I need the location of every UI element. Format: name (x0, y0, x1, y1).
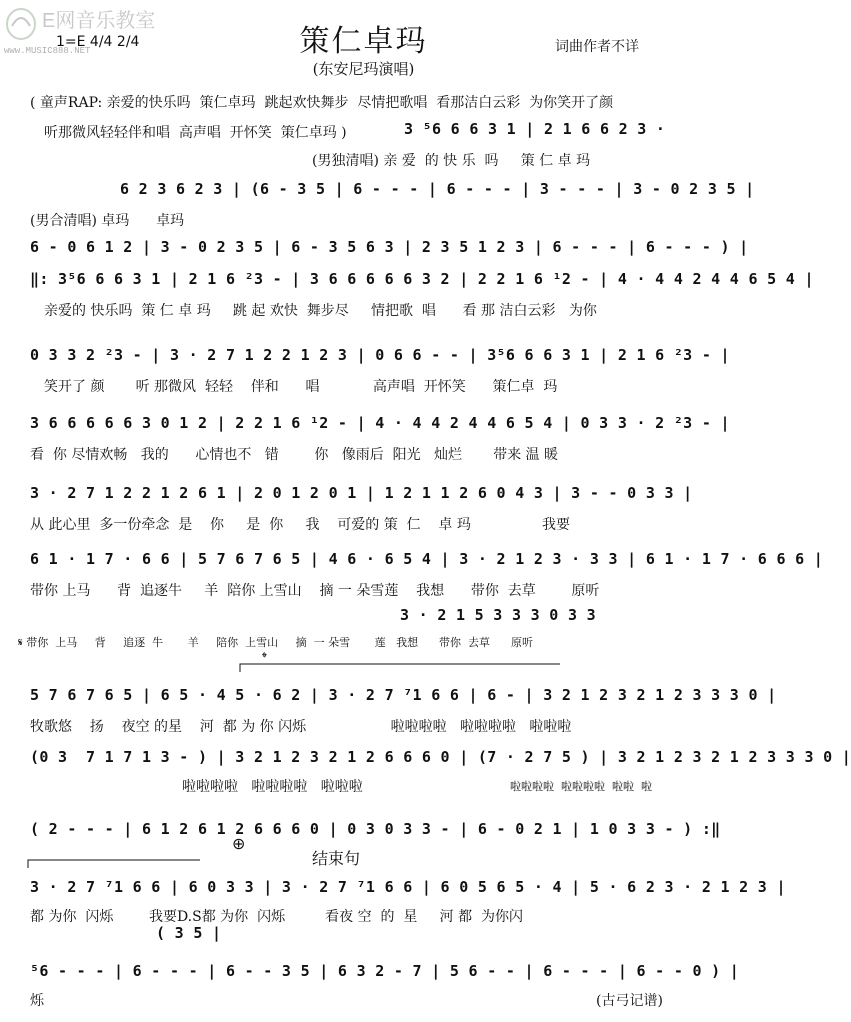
lyric-line: ( 童声RAP: 亲爱的快乐吗 策仁卓玛 跳起欢快舞步 尽情把歌唱 看那洁白云彩 为你笑开了颜 (30, 95, 614, 111)
lyric-line: 结束句 (312, 849, 361, 868)
performer-subtitle: (东安尼玛演唱) (312, 60, 415, 78)
lyric-line: 𝄋 带你 上马 背 追逐 牛 羊 陪你 上雪山 摘 一 朵雪 莲 我想 带你 去草 原听 (18, 636, 534, 649)
lyric-line: 笑开了 颜 听 那微风 轻轻 伴和 唱 高声唱 开怀笑 策仁卓 玛 (44, 379, 558, 395)
notation-line: (0 3 7 1 7 1 3 - ) | 3 2 1 2 3 2 1 2 6 6 6 0 | (7 · 2 7 5 ) | 3 2 1 2 3 2 1 2 3 3 3 0 | (30, 748, 851, 766)
lyric-line: (古弓记谱) (596, 993, 663, 1009)
lyric-line: 看 你 尽情欢畅 我的 心情也不 错 你 像雨后 阳光 灿烂 带来 温 暖 (30, 447, 559, 463)
notation-line: 5 7 6 7 6 5 | 6 5 · 4 5 · 6 2 | 3 · 2 7 ⁷1 6 6 | 6 - | 3 2 1 2 3 2 1 2 3 3 3 0 | (30, 686, 777, 704)
lyric-line: 亲爱的 快乐吗 策 仁 卓 玛 跳 起 欢快 舞步尽 情把歌 唱 看 那 洁白云彩 为你 (44, 303, 597, 319)
notation-line: 6 - 0 6 1 2 | 3 - 0 2 3 5 | 6 - 3 5 6 3 | 2 3 5 1 2 3 | 6 - - - | 6 - - - ) | (30, 238, 749, 256)
key-signature: 1=E 4/4 2/4 (56, 34, 140, 50)
lyricist-composer-credit: 词曲作者不详 (555, 39, 639, 55)
song-title: 策仁卓玛 (299, 24, 428, 59)
lyric-line: 牧歌悠 扬 夜空 的星 河 都 为 你 闪烁 啦啦啦啦 啦啦啦啦 啦啦啦 (30, 719, 572, 735)
lyric-line: 听那微风轻轻伴和唱 高声唱 开怀笑 策仁卓玛 ) (44, 125, 347, 141)
notation-line: ‖: 3⁵6 6 6 3 1 | 2 1 6 ²3 - | 3 6 6 6 6 6 3 2 | 2 2 1 6 ¹2 - | 4 · 4 4 2 4 4 6 5 4 | (30, 270, 814, 288)
notation-line: ⁵6 - - - | 6 - - - | 6 - - 3 5 | 6 3 2 - 7 | 5 6 - - | 6 - - - | 6 - - 0 ) | (30, 962, 740, 980)
lyric-line: 啦啦啦啦 啦啦啦啦 啦啦啦 (182, 779, 363, 795)
notation-line: ( 3 5 | (156, 924, 222, 942)
notation-line: 6 1 · 1 7 · 6 6 | 5 7 6 7 6 5 | 4 6 · 6 5 4 | 3 · 2 1 2 3 · 3 3 | 6 1 · 1 7 · 6 6 6 | (30, 550, 824, 568)
segno-icon: 𝄌 (262, 650, 267, 666)
lyric-line: 从 此心里 多一份牵念 是 你 是 你 我 可爱的 策 仁 卓 玛 我要 (30, 517, 571, 533)
lyric-line: 烁 (30, 993, 44, 1009)
lyric-line: 带你 上马 背 追逐牛 羊 陪你 上雪山 摘 一 朵雪莲 我想 带你 去草 原听 (30, 583, 600, 599)
lyric-line: (男合清唱) 卓玛 卓玛 (30, 213, 185, 229)
notation-line: 3 ⁵6 6 6 3 1 | 2 1 6 6 2 3 · (404, 120, 666, 138)
lyric-line: 啦啦啦啦 啦啦啦啦 啦啦 啦 (510, 780, 652, 793)
notation-line: ( 2 - - - | 6 1 2 6 1 2 6 6 6 0 | 0 3 0 3 3 - | 6 - 0 2 1 | 1 0 3 3 - ) :‖ (30, 820, 721, 838)
notation-line: 6 2 3 6 2 3 | (6 - 3 5 | 6 - - - | 6 - - - | 3 - - - | 3 - 0 2 3 5 | (120, 180, 755, 198)
notation-line: 3 6 6 6 6 6 3 0 1 2 | 2 2 1 6 ¹2 - | 4 · 4 4 2 4 4 6 5 4 | 0 3 3 · 2 ²3 - | (30, 414, 730, 432)
notation-line: 3 · 2 1 5 3 3 3 0 3 3 (400, 606, 596, 624)
lyric-line: (男独清唱) 亲 爱 的 快 乐 吗 策 仁 卓 玛 (312, 153, 591, 169)
notation-line: 0 3 3 2 ²3 - | 3 · 2 7 1 2 2 1 2 3 | 0 6 6 - - | 3⁵6 6 6 3 1 | 2 1 6 ²3 - | (30, 346, 730, 364)
watermark-url: www.MUSIC888.NET (4, 46, 91, 56)
coda-icon: ⊕ (232, 834, 246, 853)
watermark-text: E网音乐教室 (42, 10, 156, 32)
notation-line: 3 · 2 7 1 2 2 1 2 6 1 | 2 0 1 2 0 1 | 1 2 1 1 2 6 0 4 3 | 3 - - 0 3 3 | (30, 484, 693, 502)
notation-line: 3 · 2 7 ⁷1 6 6 | 6 0 3 3 | 3 · 2 7 ⁷1 6 6 | 6 0 5 6 5 · 4 | 5 · 6 2 3 · 2 1 2 3 | (30, 878, 786, 896)
lyric-line: 都 为你 闪烁 我要D.S都 为你 闪烁 看夜 空 的 星 河 都 为你闪 (30, 909, 523, 925)
